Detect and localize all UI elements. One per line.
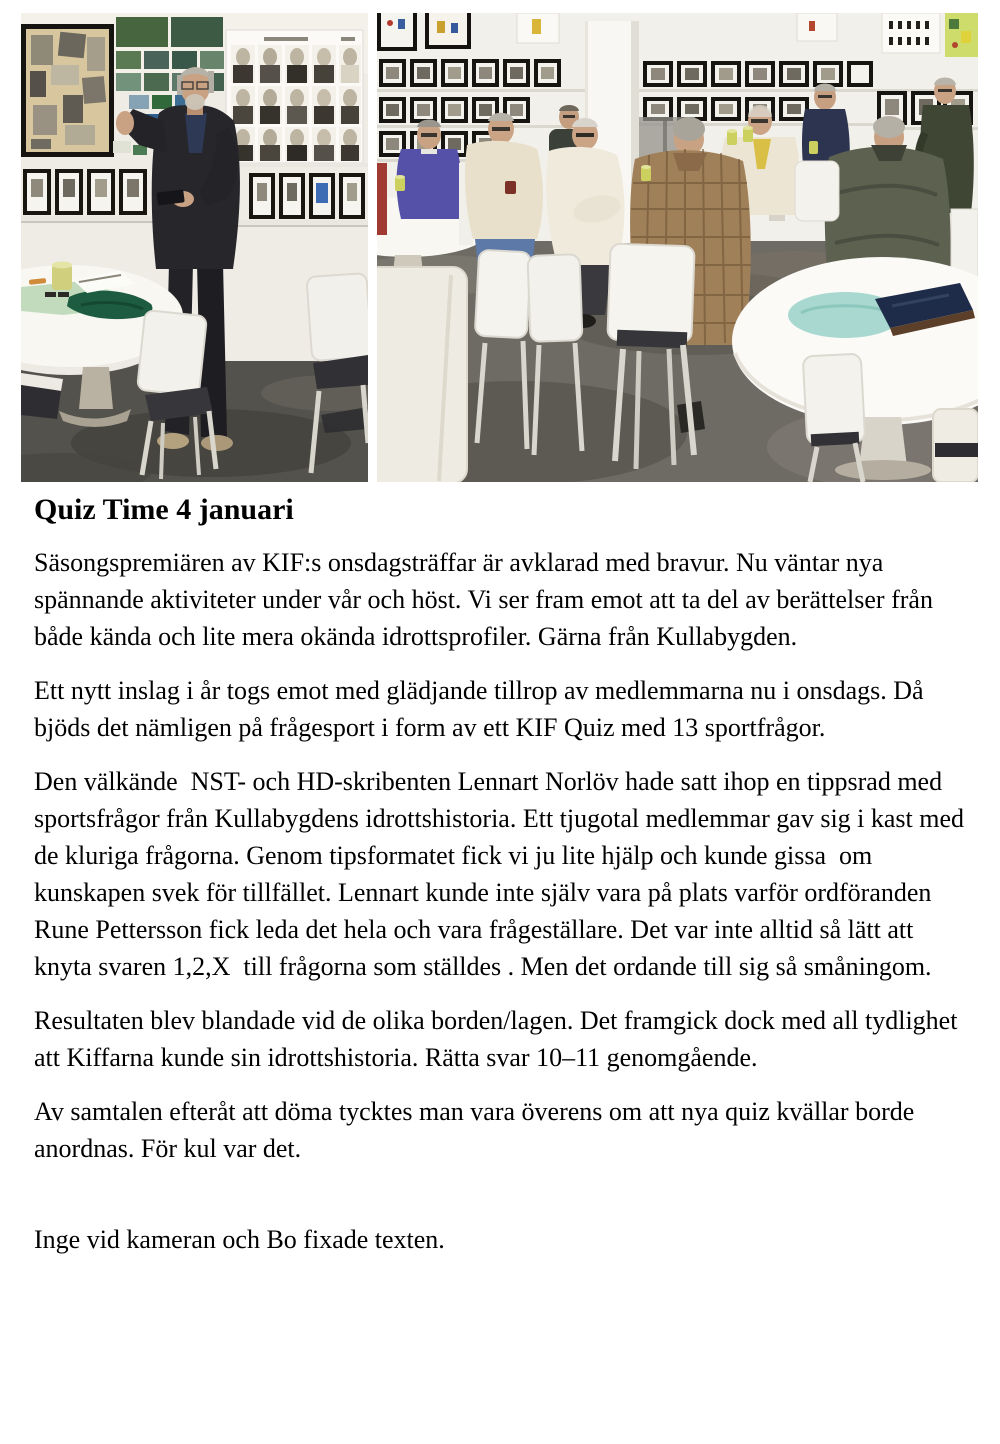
article-title: Quiz Time 4 januari [34, 493, 294, 526]
article-paragraph: Säsongspremiären av KIF:s onsdagsträffar är avklarad med bravur. Nu väntar nya spännande aktiviteter under vår och höst. Vi ser fram emot att ta del av berättelser från både kända och lite mera okända idrottsprofiler. Gärna från Kullabygden. [34, 548, 940, 651]
article [34, 492, 971, 1258]
article-paragraph: Av samtalen efteråt att döma tycktes man vara överens om att nya quiz kvällar borde anordnas. För kul var det. [34, 1097, 921, 1163]
article-paragraph: Ett nytt inslag i år togs emot med glädjande tillrop av medlemmarna nu i onsdags. Då bjöds det nämligen på frågesport i form av ett KIF Quiz med 13 sportfrågor. [34, 676, 931, 742]
portrait-poster [226, 30, 363, 163]
article-byline: Inge vid kameran och Bo fixade texten. [34, 1225, 445, 1254]
left-photo [21, 13, 368, 482]
cup [52, 265, 72, 290]
right-photo [377, 13, 978, 482]
chair-far-left [21, 373, 63, 419]
shelf-frames-left [21, 169, 153, 223]
article-paragraph: Den välkände NST- och HD-skribenten Lennart Norlöv hade satt ihop en tippsrad med sportsfrågor från Kullabygdens idrottshistoria. Ett tjugotal medlemmar gav sig i kast med de kluriga frågorna. Genom tipsformatet fick vi ju lite hjälp och kunde gissa om kunskapen svek för tillfället. Lennart kunde inte själv vara på plats varför ordföranden Rune Pettersson fick leda det hela och vara frågeställare. Det var inte alltid så lätt att knyta svaren 1,2,X till frågorna som ställdes . Men det ordande till sig så småningom. [34, 767, 971, 981]
collage-frame [21, 24, 114, 157]
article-paragraph: Resultaten blev blandade vid de olika borden/lagen. Det framgick dock med all tydlighet att Kiffarna kunde sin idrottshistoria. Rätta svar 10–11 genomgående. [34, 1006, 964, 1072]
speaker-photo-illustration [21, 13, 368, 482]
audience-photo-illustration [377, 13, 978, 482]
